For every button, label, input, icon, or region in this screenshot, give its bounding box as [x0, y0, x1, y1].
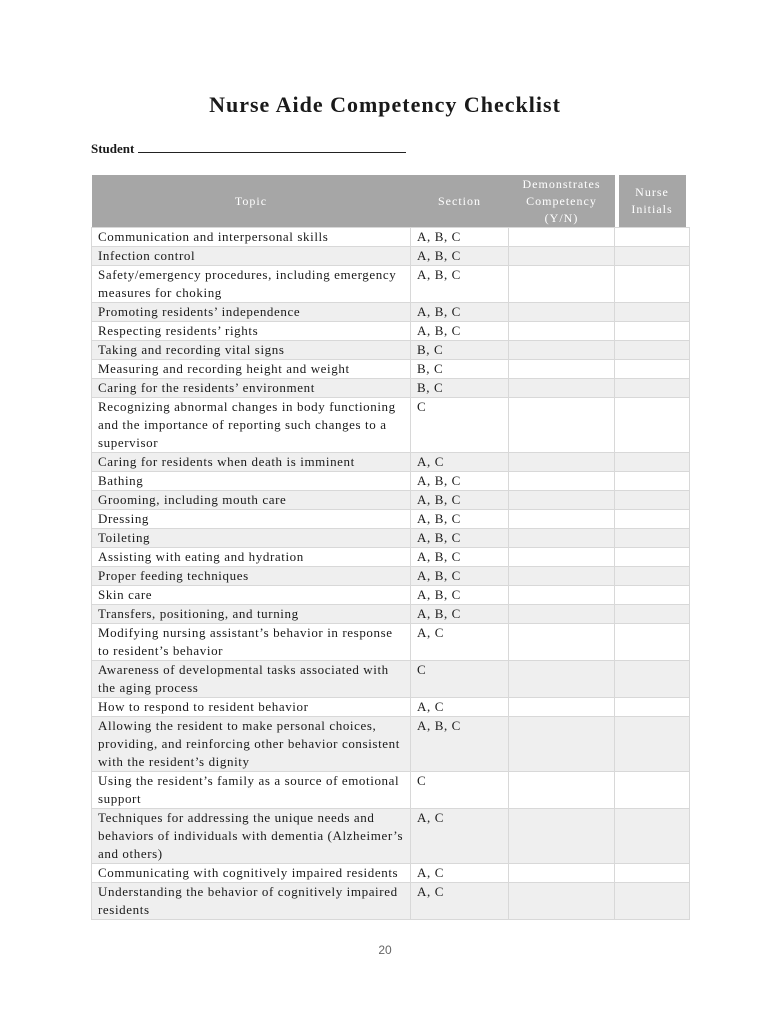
table-row [92, 586, 690, 605]
table-row [92, 809, 690, 864]
competency-cell[interactable] [509, 717, 615, 772]
page-number: 20 [378, 943, 392, 957]
section-cell: A, C [411, 864, 509, 883]
topic-cell: Caring for the residents’ environment [92, 379, 411, 398]
section-cell: A, B, C [411, 228, 509, 247]
competency-cell[interactable] [509, 698, 615, 717]
section-cell: A, C [411, 624, 509, 661]
section-cell: A, B, C [411, 605, 509, 624]
table-row [92, 322, 690, 341]
topic-cell: Awareness of developmental tasks associated with the aging process [92, 661, 411, 698]
initials-cell[interactable] [615, 398, 690, 453]
section-cell: A, B, C [411, 548, 509, 567]
topic-cell: Respecting residents’ rights [92, 322, 411, 341]
competency-cell[interactable] [509, 453, 615, 472]
student-field[interactable] [91, 141, 406, 157]
table-header-row [92, 175, 690, 228]
competency-cell[interactable] [509, 548, 615, 567]
section-cell: A, C [411, 809, 509, 864]
section-cell: C [411, 661, 509, 698]
initials-cell[interactable] [615, 266, 690, 303]
section-cell: A, B, C [411, 247, 509, 266]
section-cell: B, C [411, 341, 509, 360]
topic-cell: Safety/emergency procedures, including emergency measures for choking [92, 266, 411, 303]
topic-cell: How to respond to resident behavior [92, 698, 411, 717]
section-cell: A, B, C [411, 567, 509, 586]
header-section: Section [411, 175, 509, 228]
section-cell: A, B, C [411, 717, 509, 772]
initials-cell[interactable] [615, 228, 690, 247]
initials-cell[interactable] [615, 247, 690, 266]
table-row [92, 453, 690, 472]
competency-cell[interactable] [509, 303, 615, 322]
competency-cell[interactable] [509, 491, 615, 510]
initials-cell[interactable] [615, 472, 690, 491]
table-row [92, 883, 690, 920]
section-cell: A, C [411, 453, 509, 472]
topic-cell: Bathing [92, 472, 411, 491]
table-row [92, 605, 690, 624]
competency-cell[interactable] [509, 809, 615, 864]
initials-cell[interactable] [615, 883, 690, 920]
section-cell: A, B, C [411, 322, 509, 341]
topic-cell: Promoting residents’ independence [92, 303, 411, 322]
section-cell: C [411, 772, 509, 809]
competency-cell[interactable] [509, 341, 615, 360]
table-row [92, 379, 690, 398]
competency-cell[interactable] [509, 360, 615, 379]
competency-cell[interactable] [509, 661, 615, 698]
initials-cell[interactable] [615, 529, 690, 548]
table-row [92, 567, 690, 586]
initials-cell[interactable] [615, 510, 690, 529]
initials-cell[interactable] [615, 586, 690, 605]
initials-cell[interactable] [615, 698, 690, 717]
topic-cell: Recognizing abnormal changes in body functioning and the importance of reporting such changes to a supervisor [92, 398, 411, 453]
competency-cell[interactable] [509, 624, 615, 661]
initials-cell[interactable] [615, 548, 690, 567]
header-competency: Demonstrates Competency (Y/N) [509, 175, 615, 228]
topic-cell: Communicating with cognitively impaired residents [92, 864, 411, 883]
initials-cell[interactable] [615, 864, 690, 883]
topic-cell: Taking and recording vital signs [92, 341, 411, 360]
initials-cell[interactable] [615, 605, 690, 624]
table-row [92, 510, 690, 529]
section-cell: A, B, C [411, 303, 509, 322]
topic-cell: Techniques for addressing the unique needs and behaviors of individuals with dementia (Alzheimer’s and others) [92, 809, 411, 864]
competency-cell[interactable] [509, 247, 615, 266]
competency-cell[interactable] [509, 472, 615, 491]
topic-cell: Skin care [92, 586, 411, 605]
initials-cell[interactable] [615, 491, 690, 510]
competency-cell[interactable] [509, 322, 615, 341]
initials-cell[interactable] [615, 453, 690, 472]
header-initials-label: Nurse Initials [619, 175, 686, 227]
section-cell: A, C [411, 698, 509, 717]
header-initials [615, 175, 690, 228]
topic-cell: Communication and interpersonal skills [92, 228, 411, 247]
table-row [92, 398, 690, 453]
initials-cell[interactable] [615, 303, 690, 322]
topic-cell: Dressing [92, 510, 411, 529]
topic-cell: Using the resident’s family as a source of emotional support [92, 772, 411, 809]
initials-cell[interactable] [615, 717, 690, 772]
competency-cell[interactable] [509, 510, 615, 529]
competency-cell[interactable] [509, 772, 615, 809]
section-cell: A, B, C [411, 586, 509, 605]
table-row [92, 360, 690, 379]
section-cell: C [411, 398, 509, 453]
initials-cell[interactable] [615, 661, 690, 698]
topic-cell: Grooming, including mouth care [92, 491, 411, 510]
section-cell: A, B, C [411, 472, 509, 491]
topic-cell: Caring for residents when death is imminent [92, 453, 411, 472]
page-title: Nurse Aide Competency Checklist [209, 92, 561, 117]
initials-cell[interactable] [615, 809, 690, 864]
table-row [92, 717, 690, 772]
table-row [92, 529, 690, 548]
table-row [92, 491, 690, 510]
competency-cell[interactable] [509, 586, 615, 605]
topic-cell: Assisting with eating and hydration [92, 548, 411, 567]
table-row [92, 266, 690, 303]
table-row [92, 548, 690, 567]
initials-cell[interactable] [615, 772, 690, 809]
competency-table [91, 175, 690, 920]
topic-cell: Measuring and recording height and weight [92, 360, 411, 379]
table-row [92, 247, 690, 266]
topic-cell: Allowing the resident to make personal choices, providing, and reinforcing other behavior consistent with the resident’s dignity [92, 717, 411, 772]
competency-cell[interactable] [509, 883, 615, 920]
topic-cell: Modifying nursing assistant’s behavior in response to resident’s behavior [92, 624, 411, 661]
section-cell: A, B, C [411, 529, 509, 548]
section-cell: A, B, C [411, 510, 509, 529]
topic-cell: Proper feeding techniques [92, 567, 411, 586]
initials-cell[interactable] [615, 624, 690, 661]
section-cell: B, C [411, 360, 509, 379]
initials-cell[interactable] [615, 322, 690, 341]
competency-cell[interactable] [509, 605, 615, 624]
competency-cell[interactable] [509, 379, 615, 398]
table-row [92, 698, 690, 717]
table-row [92, 228, 690, 247]
section-cell: A, B, C [411, 266, 509, 303]
competency-cell[interactable] [509, 567, 615, 586]
topic-cell: Toileting [92, 529, 411, 548]
table-row [92, 472, 690, 491]
section-cell: A, B, C [411, 491, 509, 510]
competency-cell[interactable] [509, 398, 615, 453]
table-row [92, 624, 690, 661]
student-label: Student [91, 141, 135, 156]
topic-cell: Understanding the behavior of cognitively impaired residents [92, 883, 411, 920]
competency-cell[interactable] [509, 266, 615, 303]
initials-cell[interactable] [615, 360, 690, 379]
competency-cell[interactable] [509, 529, 615, 548]
table-row [92, 864, 690, 883]
table-row [92, 303, 690, 322]
table-row [92, 661, 690, 698]
initials-cell[interactable] [615, 379, 690, 398]
header-topic: Topic [92, 175, 411, 228]
section-cell: B, C [411, 379, 509, 398]
student-signature-line[interactable] [138, 151, 406, 153]
initials-cell[interactable] [615, 567, 690, 586]
table-row [92, 772, 690, 809]
initials-cell[interactable] [615, 341, 690, 360]
topic-cell: Transfers, positioning, and turning [92, 605, 411, 624]
table-row [92, 341, 690, 360]
section-cell: A, C [411, 883, 509, 920]
topic-cell: Infection control [92, 247, 411, 266]
competency-cell[interactable] [509, 864, 615, 883]
competency-cell[interactable] [509, 228, 615, 247]
